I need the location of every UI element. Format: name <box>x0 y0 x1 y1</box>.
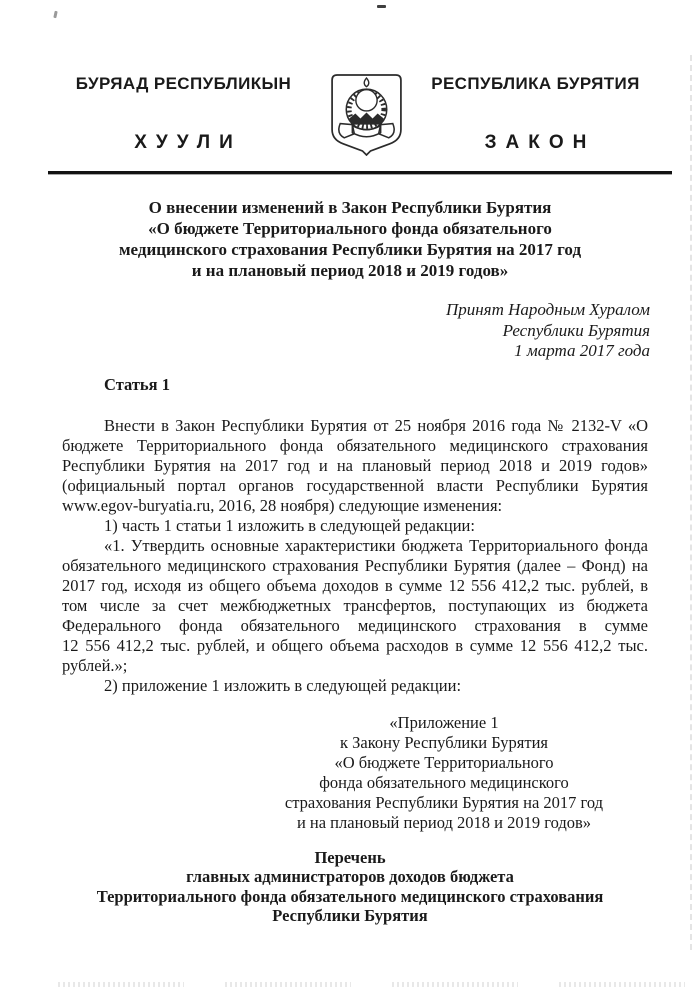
article-1-heading: Статья 1 <box>104 375 170 394</box>
scan-artifact-right-edge <box>690 55 692 950</box>
appendix-line: фонда обязательного медицинского <box>319 773 569 792</box>
adoption-line: 1 марта 2017 года <box>514 341 650 360</box>
adoption-line: Принят Народным Хуралом <box>445 300 650 319</box>
title-line: О внесении изменений в Закон Республики Бурятия <box>148 198 552 217</box>
list-heading-line: Территориального фонда обязательного медицинского страхования <box>96 886 604 906</box>
doc-type-buryat: ХУУЛИ <box>134 132 242 153</box>
document-title <box>50 197 650 281</box>
letterhead-right <box>418 74 653 154</box>
adoption-note <box>330 300 650 362</box>
letterhead-left <box>66 74 301 154</box>
scan-artifact-footer-band <box>559 982 685 987</box>
appendix-line: страхования Республики Бурятия на 2017 год <box>284 793 604 812</box>
letterhead-divider <box>48 171 672 174</box>
paragraph: «1. Утвердить основные характеристики бюджета Территориального фонда обязательного медицинского страхования Республики Бурятия (далее – Фонд) на 2017 год, исходя из общего объема доходов в сумме 12 556 412,2 тыс. рублей, в том числе за счет межбюджетных трансфертов, поступающих из бюджета Федерального фонда обязательного медицинского страхования в сумме 12 556 412,2 тыс. рублей, и общего объема расходов в сумме 12 556 412,2 тыс. рублей.»; <box>62 536 648 675</box>
scan-artifact-footer-band <box>58 982 184 987</box>
appendix-line: «О бюджете Территориального <box>334 753 554 772</box>
paragraph: 1) часть 1 статьи 1 изложить в следующей редакции: <box>104 516 475 535</box>
scan-artifact-tick <box>53 11 57 18</box>
appendix-line: к Закону Республики Бурятия <box>339 733 549 752</box>
list-heading-line: Республики Бурятия <box>272 906 428 926</box>
scan-artifact-dash <box>377 5 386 8</box>
scan-artifact-footer-band <box>392 982 518 987</box>
article-1-body <box>62 416 648 696</box>
list-heading-line: Перечень <box>314 848 386 867</box>
title-line: «О бюджете Территориального фонда обязательного <box>148 219 552 238</box>
paragraph: 2) приложение 1 изложить в следующей редакции: <box>104 676 462 695</box>
appendix-line: и на плановый период 2018 и 2019 годов» <box>296 813 592 832</box>
administrators-list-heading <box>50 848 650 926</box>
adoption-line: Республики Бурятия <box>502 320 650 340</box>
title-line: медицинского страхования Республики Бурятия на 2017 год <box>118 240 582 259</box>
appendix-line: «Приложение 1 <box>389 713 499 732</box>
doc-type-russian: ЗАКОН <box>484 132 596 153</box>
buryatia-coat-of-arms-icon <box>326 73 407 161</box>
org-name-russian: РЕСПУБЛИКА БУРЯТИЯ <box>431 74 640 93</box>
paragraph: Внести в Закон Республики Бурятия от 25 ноября 2016 года № 2132-V «О бюджете Территориального фонда обязательного медицинского страхования Республики Бурятия на 2017 год и на плановый период 2018 и 2019 годов» (официальный портал органов государственной власти Республики Бурятия www.egov-buryatia.ru, 2016, 28 ноября) следующие изменения: <box>62 416 648 515</box>
list-heading-line: главных администраторов доходов бюджета <box>186 867 514 887</box>
appendix-reference <box>238 713 650 833</box>
org-name-buryat: БУРЯАД РЕСПУБЛИКЫН <box>75 74 292 93</box>
title-line: и на плановый период 2018 и 2019 годов» <box>191 261 509 280</box>
scan-artifact-footer-band <box>225 982 351 987</box>
